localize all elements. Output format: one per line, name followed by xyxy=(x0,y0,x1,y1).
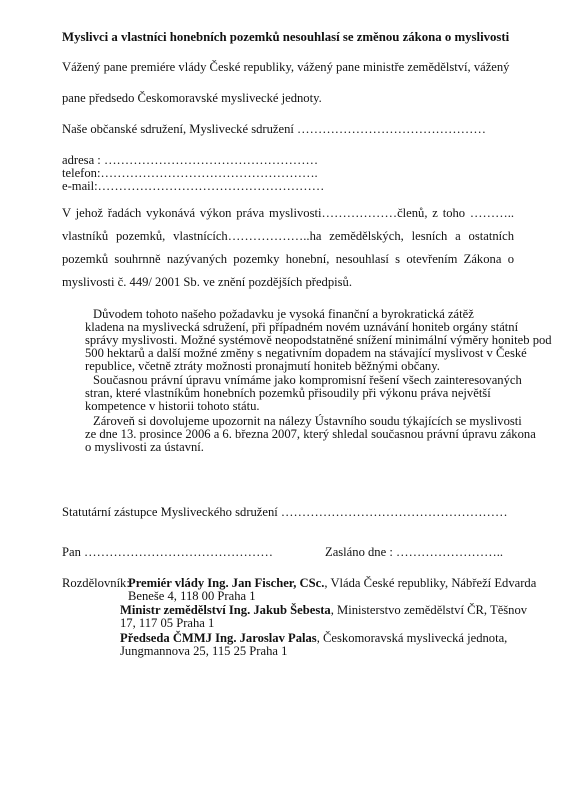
salutation-line-2: pane předsedo Českomoravské myslivecké jednoty. xyxy=(62,91,322,105)
paragraph-2-line-3: správy myslivosti. Možné systémově neopodstatněné snížení minimální výměry honiteb pod xyxy=(85,333,552,347)
paragraph-1-line-4: myslivosti č. 449/ 2001 Sb. ve znění pozdějších předpisů. xyxy=(62,275,352,289)
distribution-premier-name: Premiér vlády Ing. Jan Fischer, CSc. xyxy=(128,576,325,590)
distribution-minister-address: 17, 117 05 Praha 1 xyxy=(120,616,215,630)
paragraph-2-line-4: 500 hektarů a další možné změny s negativním dopadem na stávající myslivost v České xyxy=(85,346,527,360)
association-line: Naše občanské sdružení, Myslivecké sdružení ……………………………………… xyxy=(62,122,486,136)
distribution-minister-office: , Ministerstvo zemědělství ČR, Těšnov xyxy=(330,603,528,617)
paragraph-3-line-1: Současnou právní úpravu vnímáme jako kompromisní řešení všech zainteresovaných xyxy=(93,373,522,387)
paragraph-4-line-2: ze dne 13. prosince 2006 a 6. března 2007, který shledal současnou právní úpravu zákona xyxy=(85,427,536,441)
recipient-name-line: Pan ……………………………………… xyxy=(62,545,273,559)
document-title: Myslivci a vlastníci honebních pozemků nesouhlasí se změnou zákona o myslivosti xyxy=(62,30,510,44)
paragraph-2-line-1: Důvodem tohoto našeho požadavku je vysoká finanční a byrokratická zátěž xyxy=(93,307,474,321)
phone-line: telefon:……………………………………………. xyxy=(62,166,318,180)
email-line: e-mail:……………………………………………… xyxy=(62,179,325,193)
paragraph-4-line-1: Zároveň si dovolujeme upozornit na nálezy Ústavního soudu týkajících se myslivosti xyxy=(93,414,522,428)
paragraph-2-line-2: kladena na myslivecká sdružení, při případném novém uznávání honiteb orgány státní xyxy=(85,320,519,334)
distribution-premier-office: , Vláda České republiky, Nábřeží Edvarda xyxy=(324,576,537,590)
distribution-minister-name: Ministr zemědělství Ing. Jakub Šebesta xyxy=(120,603,331,617)
paragraph-1-line-2: vlastníků pozemků, vlastnících………………..ha zemědělských, lesních a ostatních xyxy=(62,229,514,243)
paragraph-3-line-3: kompetence v historii tohoto státu. xyxy=(85,399,260,413)
salutation-line-1: Vážený pane premiére vlády České republiky, vážený pane ministře zemědělství, vážený xyxy=(62,60,510,74)
distribution-chairman-office: , Českomoravská myslivecká jednota, xyxy=(316,631,508,645)
paragraph-3-line-2: stran, které vlastníkům honebních pozemků přisoudily při výkonu práva největší xyxy=(85,386,491,400)
distribution-label: Rozdělovník: xyxy=(62,576,130,590)
paragraph-4-line-3: o myslivosti za ústavní. xyxy=(85,440,204,454)
paragraph-2-line-5: republice, včetně ztráty možnosti pronajmutí honiteb běžnými občany. xyxy=(85,359,440,373)
address-line: adresa : …………………………………………… xyxy=(62,153,319,167)
sent-date-line: Zasláno dne : …………………….. xyxy=(325,545,504,559)
distribution-premier-address: Beneše 4, 118 00 Praha 1 xyxy=(128,589,256,603)
statutory-representative-line: Statutární zástupce Mysliveckého sdružení ……………………………………………… xyxy=(62,505,508,519)
paragraph-1-line-1: V jehož řadách vykonává výkon práva myslivosti………………členů, z toho ……….. xyxy=(62,206,514,220)
distribution-chairman-address: Jungmannova 25, 115 25 Praha 1 xyxy=(120,644,288,658)
paragraph-1-line-3: pozemků souhrnně nazývaných pozemky honební, nesouhlasí s otevřením Zákona o xyxy=(62,252,514,266)
distribution-chairman-name: Předseda ČMMJ Ing. Jaroslav Palas xyxy=(120,631,317,645)
